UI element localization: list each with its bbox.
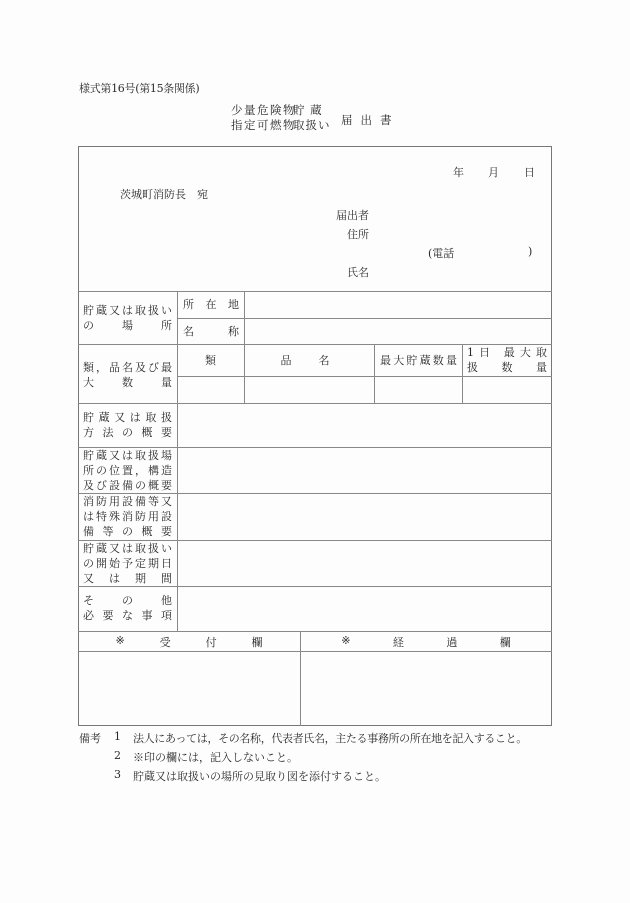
phone-open: (電話 (428, 247, 455, 260)
phone-close: ) (528, 245, 533, 258)
method-label-line2: 方法の概要 (83, 426, 172, 439)
item-name-input[interactable] (246, 378, 373, 402)
divider (177, 376, 552, 377)
facility-name-input[interactable] (246, 320, 550, 343)
col-daily-line1: 1日 最大取 (467, 346, 547, 359)
method-input[interactable] (179, 405, 550, 446)
divider (177, 318, 552, 319)
note-text: ※印の欄には，記入しないこと。 (133, 751, 298, 764)
divider (374, 344, 375, 403)
divider (78, 586, 552, 587)
reception-char: 受 (159, 636, 171, 649)
title-category-line2: 指定可燃物 (231, 118, 296, 132)
note-text: 貯蔵又は取扱いの場所の見取り図を添付すること。 (133, 770, 386, 783)
firefighting-label-line3: 備等の概要 (83, 525, 172, 538)
date-day: 日 (524, 166, 535, 179)
divider (177, 291, 178, 631)
col-max-storage: 最大貯蔵数量 (380, 354, 457, 367)
other-label-line2: 必要な事項 (83, 609, 172, 622)
quantity-label-line1: 類，品名及び最 (83, 361, 172, 374)
progress-header (300, 634, 552, 649)
quantity-label-line2: 大 数 量 (83, 376, 172, 389)
progress-char: 経 (392, 636, 404, 649)
name-sublabel: 名称 (183, 325, 239, 338)
facility-input[interactable] (179, 449, 550, 492)
divider (462, 344, 463, 403)
title-category-line1: 少量危険物 (231, 103, 296, 117)
title-category (231, 103, 296, 133)
title-action-line1: 貯 蔵 (293, 103, 323, 117)
name-label: 氏名 (347, 266, 369, 279)
form-number: 様式第16号(第15条関係) (79, 82, 200, 95)
divider (78, 631, 552, 632)
reception-char: 付 (205, 636, 217, 649)
notes-label: 備考 (79, 732, 101, 745)
title-action-line2: 取扱い (293, 118, 331, 132)
facility-label-line1: 貯蔵又は取扱場 (83, 449, 172, 462)
note-num: 3 (114, 768, 121, 781)
facility-label-line3: 及び設備の概要 (83, 479, 172, 492)
location-label-line1: 貯蔵又は取扱い (83, 304, 172, 317)
max-storage-input[interactable] (376, 378, 461, 402)
date-year: 年 (453, 166, 464, 179)
start-label-line1: 貯蔵又は取扱い (83, 542, 172, 555)
progress-char: 欄 (499, 636, 511, 649)
note-text: 法人にあっては，その名称，代表者氏名，主たる事務所の所在地を記入すること。 (133, 732, 527, 745)
divider (78, 651, 552, 652)
divider (244, 291, 245, 403)
divider (78, 403, 552, 404)
location-label-line2: の 場 所 (83, 319, 172, 332)
address-input[interactable] (246, 293, 550, 317)
title-action (293, 103, 331, 133)
note-num: 2 (114, 749, 121, 762)
note-num: 1 (114, 730, 121, 743)
divider (78, 291, 552, 292)
notifier-label: 届出者 (336, 209, 369, 222)
addressee: 茨城町消防長 宛 (120, 188, 208, 201)
address-label: 住所 (347, 228, 369, 241)
class-input[interactable] (179, 378, 243, 402)
col-daily-line2: 扱 数 量 (467, 361, 547, 374)
other-input[interactable] (179, 588, 550, 630)
address-sublabel: 所在地 (183, 298, 239, 311)
start-label-line3: 又は期間 (83, 572, 172, 585)
col-class: 類 (205, 354, 216, 367)
daily-max-input[interactable] (464, 378, 550, 402)
col-item: 品 名 (280, 354, 338, 367)
method-label-line1: 貯蔵又は取扱 (83, 411, 172, 424)
facility-label-line2: 所の位置，構造 (83, 464, 172, 477)
progress-char: 過 (446, 636, 458, 649)
reception-mark: ※ (115, 634, 125, 647)
progress-mark: ※ (341, 634, 351, 647)
start-date-input[interactable] (179, 542, 550, 585)
reception-header (78, 634, 300, 649)
firefighting-input[interactable] (179, 495, 550, 539)
reception-char: 欄 (251, 636, 263, 649)
firefighting-label-line2: は特殊消防用設 (83, 510, 172, 523)
title-suffix: 届出書 (341, 113, 400, 127)
reception-area (80, 653, 299, 724)
start-label-line2: の開始予定期日 (83, 557, 172, 570)
firefighting-label-line1: 消防用設備等又 (83, 495, 172, 508)
progress-area (302, 653, 550, 724)
other-label-line1: その他 (83, 594, 172, 607)
date-month: 月 (488, 166, 499, 179)
